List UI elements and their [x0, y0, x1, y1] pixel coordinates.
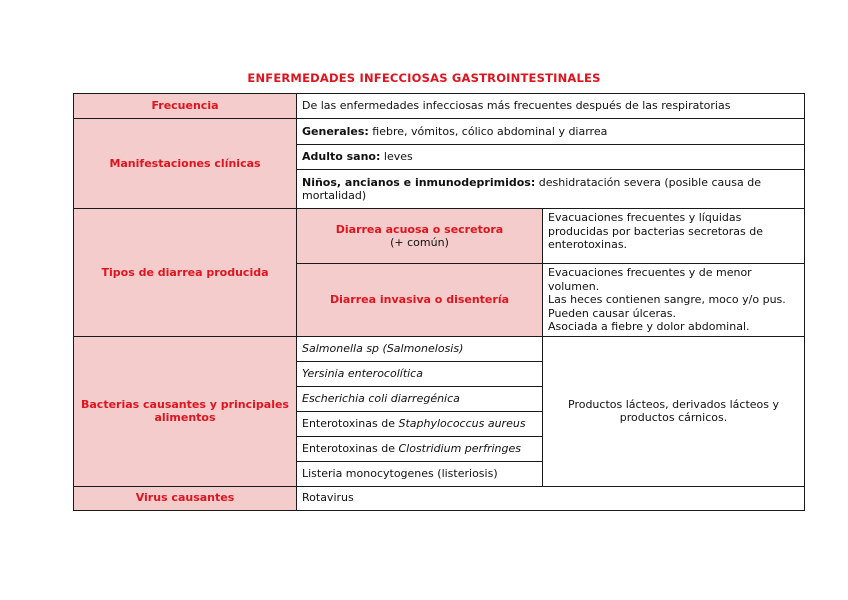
bacteria-item — [297, 361, 543, 386]
bacterias-label: Bacterias causantes y principales alimentos — [74, 336, 297, 486]
manifestacion-text: deshidratación severa (posible causa de mortalidad) — [302, 175, 761, 202]
disease-table — [73, 93, 805, 511]
bacteria-name: Staphylococcus aureus — [398, 416, 526, 430]
bacteria-item — [297, 336, 543, 361]
bacteria-prefix: Enterotoxinas de — [302, 441, 399, 455]
desc-line: Las heces contienen sangre, moco y/o pus. — [548, 293, 786, 306]
frecuencia-label: Frecuencia — [74, 94, 297, 119]
manifestaciones-label: Manifestaciones clínicas — [74, 119, 297, 209]
virus-label: Virus causantes — [74, 486, 297, 510]
row-manifestaciones-generales — [74, 119, 805, 145]
desc-line: Pueden causar úlceras. — [548, 306, 676, 320]
row-virus — [74, 486, 805, 510]
manifestacion-adulto — [297, 145, 805, 170]
diarrea-acuosa-name: Diarrea acuosa o secretora — [335, 222, 504, 236]
bacteria-prefix: Enterotoxinas de — [302, 416, 399, 430]
frecuencia-value: De las enfermedades infecciosas más frecuentes después de las respiratorias — [297, 94, 805, 119]
bacteria-name: Yersinia enterocolítica — [302, 366, 423, 380]
manifestacion-lead: Generales: — [302, 124, 369, 138]
diarrea-invasiva-name: Diarrea invasiva o disentería — [329, 293, 510, 306]
virus-value: Rotavirus — [297, 486, 805, 510]
diarrea-acuosa-cell — [297, 209, 543, 264]
diarrea-acuosa-note: (+ común) — [390, 236, 449, 249]
manifestacion-lead: Niños, ancianos e inmunodeprimidos: — [302, 175, 536, 189]
bacteria-item — [297, 436, 543, 461]
table-row — [74, 336, 805, 361]
desc-line: Asociada a fiebre y dolor abdominal. — [548, 320, 750, 333]
bacteria-item — [297, 411, 543, 436]
bacteria-item — [297, 461, 543, 486]
manifestacion-generales — [297, 119, 805, 145]
bacterias-alimentos: Productos lácteos, derivados lácteos y productos cárnicos. — [543, 336, 805, 486]
diarrea-invasiva-cell — [297, 264, 543, 337]
manifestacion-ninos — [297, 170, 805, 209]
diarrea-invasiva-desc — [543, 264, 805, 337]
bacteria-item — [297, 386, 543, 411]
bacteria-name: Salmonella sp (Salmonelosis) — [302, 341, 464, 355]
diarrea-acuosa-desc: Evacuaciones frecuentes y líquidas producidas por bacterias secretoras de enterotoxinas. — [543, 209, 805, 264]
document-title: ENFERMEDADES INFECCIOSAS GASTROINTESTINALES — [247, 71, 601, 85]
bacteria-name: Clostridium perfringes — [398, 441, 521, 455]
tipos-label: Tipos de diarrea producida — [74, 209, 297, 337]
bacteria-name: Escherichia coli diarregénica — [302, 391, 460, 405]
manifestacion-text: leves — [380, 150, 413, 164]
bacteria-prefix: Listeria monocytogenes (listeriosis) — [302, 466, 498, 480]
row-diarrea-acuosa — [74, 209, 805, 264]
row-frecuencia — [74, 94, 805, 119]
manifestacion-lead: Adulto sano: — [302, 150, 381, 164]
manifestacion-text: fiebre, vómitos, cólico abdominal y diarrea — [368, 124, 608, 138]
desc-line: Evacuaciones frecuentes y de menor volumen. — [548, 266, 752, 293]
